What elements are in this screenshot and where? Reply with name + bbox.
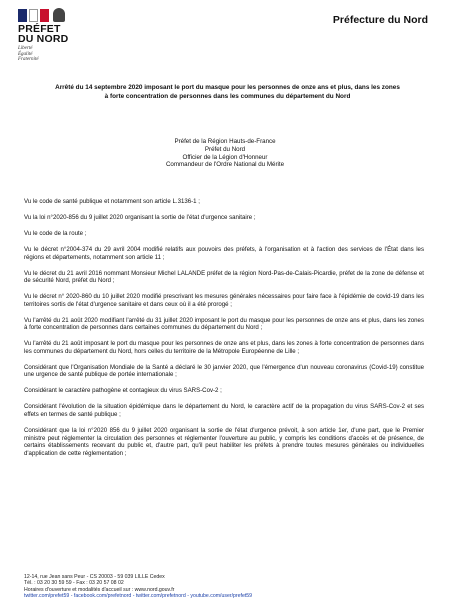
body-paragraph: Vu l'arrêté du 21 août 2020 modifiant l'arrêté du 31 juillet 2020 imposant le port du masque pour les personnes de onze ans et plus, dans les zones à forte concentration de personnes dans certaines communes du département du Nord ; xyxy=(24,316,424,332)
prefecture-header: Préfecture du Nord xyxy=(332,14,428,26)
authority-line: Commandeur de l'Ordre National du Mérite xyxy=(165,161,285,169)
body-paragraph: Considérant l'évolution de la situation épidémique dans le département du Nord, le caractère actif de la propagation du virus SARS-Cov-2 et ses effets en termes de santé publique ; xyxy=(24,403,424,418)
body-paragraph: Considérant que la loi n°2020 856 du 9 juillet 2020 organisant la sortie de l'état d'urgence prévoit, à son article 1er, d'une part, que le Premier ministre peut réglementer la circulation des personnes et réglementer l'ouverture au public, y compris les conditions d'accès et de présence, de certains établissements recevant du public et, d'autre part, qu'il peut habiliter les préfets à prendre toutes mesures générales ou individuelles d'application de cette réglementation ; xyxy=(24,426,424,457)
authority-line: Préfet du Nord xyxy=(204,145,246,153)
document-footer xyxy=(24,574,284,600)
logo-title-line2: DU NORD xyxy=(18,33,69,45)
logo-motto xyxy=(18,46,90,63)
body-paragraph: Vu le décret du 21 avril 2016 nommant Monsieur Michel LALANDE préfet de la région Nord-Pas-de-Calais-Picardie, préfet de la zone de défense et de sécurité Nord, préfet du Nord ; xyxy=(24,269,424,285)
authority-line: Officier de la Légion d'Honneur xyxy=(182,153,268,161)
body-paragraph: Vu l'arrêté du 21 août imposant le port du masque pour les personnes de onze ans et plus, dans les zones à forte concentration de personnes dans les communes du département du Nord, hors celles du territoire de la Métropole Européenne de Lille ; xyxy=(24,340,424,355)
footer-address: 12-14, rue Jean sans Peur - CS 20003 - 59 039 LILLE Cedex xyxy=(24,574,165,580)
body-paragraph: Vu la loi n°2020-856 du 9 juillet 2020 organisant la sortie de l'état d'urgence sanitaire ; xyxy=(24,213,256,221)
logo-title-line1: PRÉFET xyxy=(18,23,61,35)
authority-line: Préfet de la Région Hauts-de-France xyxy=(174,138,276,145)
footer-phone: Tél. : 03 20 30 59 59 - Fax : 03 20 57 08 02 xyxy=(24,580,124,587)
body-paragraph: Vu le décret n° 2020-860 du 10 juillet 2020 modifié prescrivant les mesures générales nécessaires pour faire face à l'épidémie de covid-19 dans les territoires sortis de l'état d'urgence sanitaire et dans ceux où il a été prorogé ; xyxy=(24,293,424,308)
marianne-flag-icon xyxy=(18,8,90,22)
body-paragraph: Vu le code de la route ; xyxy=(24,229,87,237)
motto-word: Liberté xyxy=(18,46,33,51)
document-title: Arrêté du 14 septembre 2020 imposant le port du masque pour les personnes de onze ans et plus, dans les zones à forte concentration de personnes dans les communes du département du Nord xyxy=(55,84,400,100)
prefet-logo xyxy=(18,8,90,63)
body-paragraph: Considérant que l'Organisation Mondiale de la Santé a déclaré le 30 janvier 2020, que l'émergence d'un nouveau coronavirus (Covid-19) constitue une urgence de santé publique de portée internationale ; xyxy=(24,363,424,379)
footer-social-links[interactable]: twitter.com/prefet59 - facebook.com/prefetnord - twitter.com/prefetnord - youtube.com/user/prefet59 xyxy=(24,593,253,600)
motto-word: Égalité xyxy=(18,51,33,57)
authority-block xyxy=(110,138,340,169)
footer-hours: Horaires d'ouverture et modalités d'accueil sur : www.nord.gouv.fr xyxy=(24,586,175,593)
motto-word: Fraternité xyxy=(18,57,39,62)
body-paragraph: Vu le décret n°2004-374 du 29 avril 2004 modifié relatifs aux pouvoirs des préfets, à l'organisation et à l'action des services de l'État dans les régions et départements, notamment son article 11 ; xyxy=(24,245,424,261)
body-paragraph: Considérant le caractère pathogène et contagieux du virus SARS-Cov-2 ; xyxy=(24,387,222,395)
document-body xyxy=(24,198,424,466)
body-paragraph: Vu le code de santé publique et notamment son article L.3136-1 ; xyxy=(24,198,200,205)
